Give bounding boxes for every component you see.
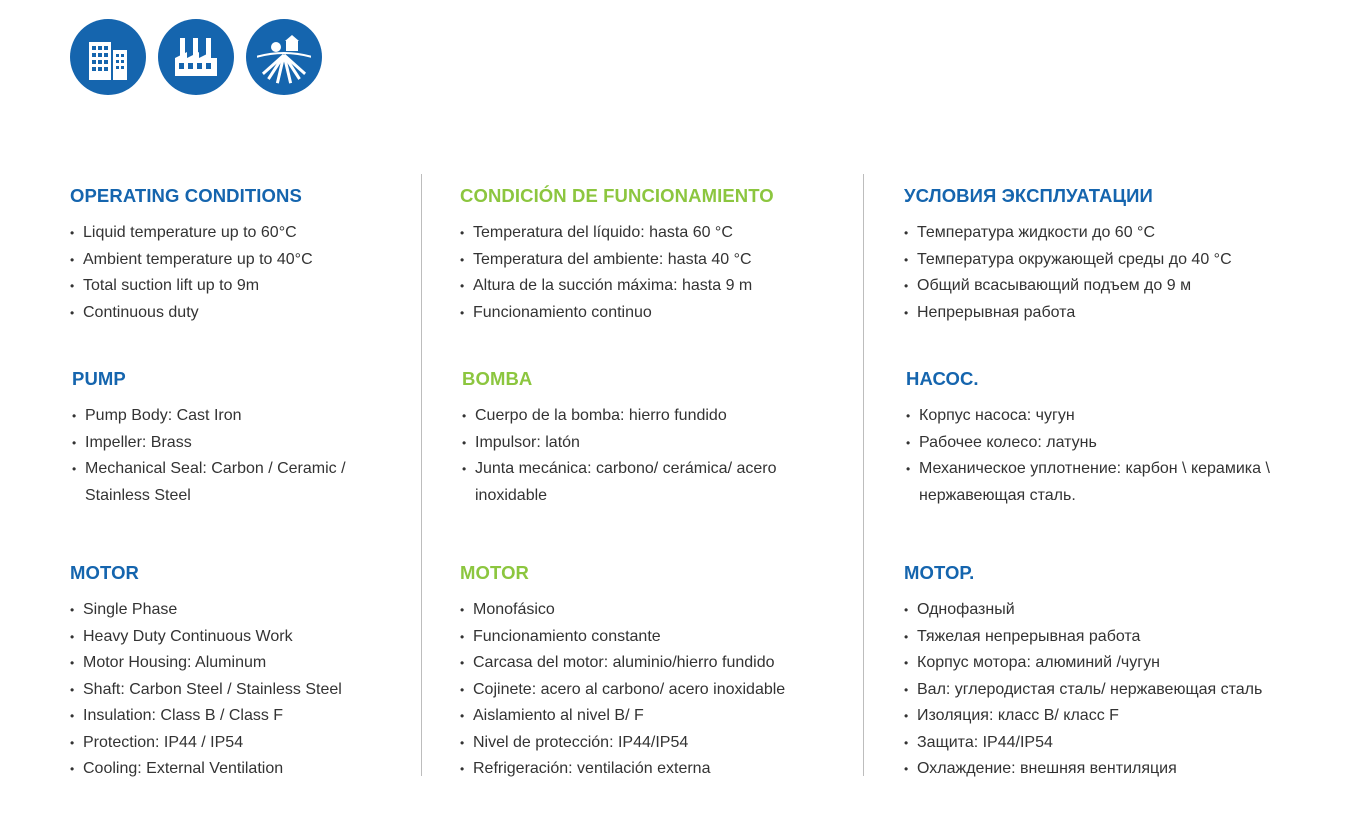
list-item: • Корпус мотора: алюминий /чугун — [904, 650, 1344, 677]
list-item: • Pump Body: Cast Iron — [72, 403, 410, 430]
list-item: • Motor Housing: Aluminum — [70, 650, 410, 677]
list-item: • Cooling: External Ventilation — [70, 756, 410, 783]
list-item: • Shaft: Carbon Steel / Stainless Steel — [70, 677, 410, 704]
bullet-list — [70, 597, 410, 783]
bullet-list — [460, 220, 840, 326]
factory-icon — [158, 19, 234, 95]
list-item: • Impulsor: latón — [462, 430, 840, 457]
list-item: • Однофазный — [904, 597, 1344, 624]
list-item: • Aislamiento al nivel B/ F — [460, 703, 840, 730]
list-item: • Temperatura del líquido: hasta 60 °C — [460, 220, 840, 247]
list-item: • Корпус насоса: чугун — [906, 403, 1344, 430]
pump-section — [70, 367, 410, 509]
list-item: • Охлаждение: внешняя вентиляция — [904, 756, 1344, 783]
list-item: • Изоляция: класс В/ класс F — [904, 703, 1344, 730]
list-item: • Вал: углеродистая сталь/ нержавеющая сталь — [904, 677, 1344, 704]
list-item: • Механическое уплотнение: карбон \ керамика \ нержавеющая сталь. — [906, 456, 1344, 509]
list-item: • Ambient temperature up to 40°C — [70, 247, 410, 274]
section-heading: CONDICIÓN DE FUNCIONAMIENTO — [460, 185, 774, 206]
section-heading: MOTOR — [460, 562, 530, 583]
list-item: • Nivel de protección: IP44/IP54 — [460, 730, 840, 757]
list-item: • Рабочее колесо: латунь — [906, 430, 1344, 457]
list-item: • Общий всасывающий подъем до 9 м — [904, 273, 1344, 300]
motor-section — [70, 561, 410, 783]
list-item: • Junta mecánica: carbono/ cerámica/ acero inoxidable — [462, 456, 840, 509]
bullet-list — [904, 597, 1344, 783]
bullet-list — [70, 220, 410, 326]
section-heading: MOTOR — [70, 562, 140, 583]
list-item: • Температура окружающей среды до 40 °C — [904, 247, 1344, 274]
section-heading: OPERATING CONDITIONS — [70, 185, 302, 206]
bullet-list — [460, 597, 840, 783]
section-heading: PUMP — [72, 368, 126, 389]
list-item: • Temperatura del ambiente: hasta 40 °C — [460, 247, 840, 274]
application-icons — [70, 19, 322, 95]
operating-conditions-section — [460, 184, 840, 326]
list-item: • Altura de la succión máxima: hasta 9 m — [460, 273, 840, 300]
motor-section — [904, 561, 1344, 783]
operating-conditions-section — [70, 184, 410, 326]
motor-section — [460, 561, 840, 783]
list-item: • Funcionamiento continuo — [460, 300, 840, 327]
list-item: • Тяжелая непрерывная работа — [904, 624, 1344, 651]
section-heading: НАСОС. — [906, 368, 979, 389]
pump-section — [904, 367, 1344, 509]
list-item: • Carcasa del motor: aluminio/hierro fundido — [460, 650, 840, 677]
section-heading: УСЛОВИЯ ЭКСПЛУАТАЦИИ — [904, 185, 1153, 206]
list-item: • Heavy Duty Continuous Work — [70, 624, 410, 651]
list-item: • Непрерывная работа — [904, 300, 1344, 327]
list-item: • Refrigeración: ventilación externa — [460, 756, 840, 783]
list-item: • Cuerpo de la bomba: hierro fundido — [462, 403, 840, 430]
list-item: • Cojinete: acero al carbono/ acero inoxidable — [460, 677, 840, 704]
list-item: • Температура жидкости до 60 °C — [904, 220, 1344, 247]
list-item: • Impeller: Brass — [72, 430, 410, 457]
column-divider — [421, 174, 422, 776]
bullet-list — [904, 403, 1344, 509]
building-icon — [70, 19, 146, 95]
section-heading: МОТОР. — [904, 562, 975, 583]
operating-conditions-section — [904, 184, 1344, 326]
column-divider — [863, 174, 864, 776]
list-item: • Total suction lift up to 9m — [70, 273, 410, 300]
farm-field-icon — [246, 19, 322, 95]
list-item: • Insulation: Class B / Class F — [70, 703, 410, 730]
list-item: • Funcionamiento constante — [460, 624, 840, 651]
list-item: • Защита: IP44/IP54 — [904, 730, 1344, 757]
list-item: • Monofásico — [460, 597, 840, 624]
list-item: • Liquid temperature up to 60°C — [70, 220, 410, 247]
bullet-list — [460, 403, 840, 509]
bullet-list — [904, 220, 1344, 326]
list-item: • Single Phase — [70, 597, 410, 624]
section-heading: BOMBA — [462, 368, 533, 389]
list-item: • Protection: IP44 / IP54 — [70, 730, 410, 757]
pump-section — [460, 367, 840, 509]
list-item: • Mechanical Seal: Carbon / Ceramic / Stainless Steel — [72, 456, 410, 509]
list-item: • Continuous duty — [70, 300, 410, 327]
bullet-list — [70, 403, 410, 509]
